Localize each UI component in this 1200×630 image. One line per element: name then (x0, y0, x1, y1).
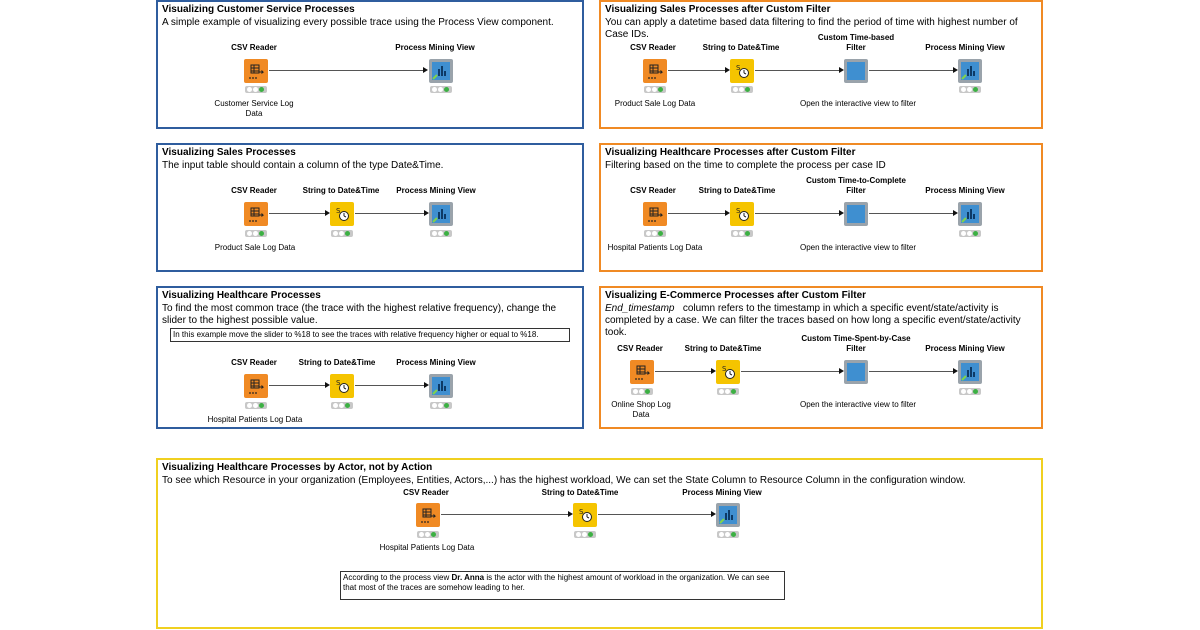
panel-title: Visualizing Healthcare Processes after Custom Filter (605, 147, 856, 158)
connection-arrow-icon (839, 67, 844, 73)
node-status-icon (430, 86, 452, 93)
process-mining-view-node-icon[interactable] (958, 360, 982, 384)
panel-description: To find the most common trace (the trace with the highest relative frequency), change the slider to the highest possible value. (162, 303, 557, 326)
node-label-process-mining-view: Process Mining View (396, 358, 476, 367)
node-label-string-to-datetime: String to Date&Time (698, 186, 776, 195)
node-label-process-mining-view: Process Mining View (396, 186, 476, 195)
connection-arrow-icon (711, 368, 716, 374)
panel-title: Visualizing Healthcare Processes (162, 290, 321, 301)
panel-note: In this example move the slider to %18 to see the traces with relative frequency higher or equal to %18. (170, 328, 570, 342)
process-mining-view-node-icon[interactable] (429, 202, 453, 226)
connection-line (269, 70, 423, 71)
node-caption: Hospital Patients Log Data (379, 543, 475, 552)
panel-title: Visualizing E-Commerce Processes after Custom Filter (605, 290, 867, 301)
node-status-icon (430, 230, 452, 237)
string-to-datetime-node-icon[interactable] (330, 202, 354, 226)
connection-arrow-icon (711, 511, 716, 517)
node-label-string-to-datetime: String to Date&Time (684, 344, 762, 353)
string-to-datetime-node-icon[interactable] (730, 59, 754, 83)
connection-arrow-icon (953, 210, 958, 216)
note-text: is the actor with the highest amount of workload in the organization. We can see that most of the traces are somehow leading to her. (343, 573, 772, 592)
connection-line (441, 514, 568, 515)
process-mining-view-node-icon[interactable] (958, 59, 982, 83)
node-status-icon (245, 230, 267, 237)
string-to-datetime-node-icon[interactable] (330, 374, 354, 398)
panel-description: Filtering based on the time to complete the process per case ID (605, 160, 886, 171)
node-status-icon (631, 388, 653, 395)
node-label-process-mining-view: Process Mining View (925, 344, 1005, 353)
connection-arrow-icon (325, 382, 330, 388)
node-label-csv-reader: CSV Reader (630, 43, 676, 52)
csv-reader-node-icon[interactable] (643, 202, 667, 226)
node-caption: Open the interactive view to filter (799, 400, 917, 409)
process-mining-view-node-icon[interactable] (429, 59, 453, 83)
panel-title: Visualizing Customer Service Processes (162, 4, 355, 15)
node-status-icon (331, 402, 353, 409)
node-label-string-to-datetime: String to Date&Time (302, 186, 380, 195)
panel-healthcare-by-actor (156, 458, 1043, 629)
node-label-process-mining-view: Process Mining View (395, 43, 475, 52)
node-caption: Customer Service Log Data (214, 99, 294, 118)
connection-line (355, 385, 424, 386)
custom-filter-node-icon[interactable] (844, 59, 868, 83)
csv-reader-node-icon[interactable] (244, 202, 268, 226)
connection-line (269, 213, 325, 214)
connection-arrow-icon (953, 368, 958, 374)
node-status-icon (717, 388, 739, 395)
custom-filter-node-icon[interactable] (844, 202, 868, 226)
actor-name: Dr. Anna (451, 573, 485, 582)
connection-line (741, 371, 839, 372)
node-caption: Product Sale Log Data (214, 243, 296, 252)
node-status-icon (245, 402, 267, 409)
node-status-icon (959, 230, 981, 237)
node-label-csv-reader: CSV Reader (403, 488, 449, 497)
connection-arrow-icon (424, 210, 429, 216)
node-label-csv-reader: CSV Reader (231, 43, 277, 52)
connection-arrow-icon (725, 210, 730, 216)
csv-reader-node-icon[interactable] (244, 374, 268, 398)
connection-arrow-icon (839, 368, 844, 374)
connection-arrow-icon (325, 210, 330, 216)
panel-title: Visualizing Sales Processes after Custom Filter (605, 4, 831, 15)
node-status-icon (245, 86, 267, 93)
connection-line (655, 371, 711, 372)
connection-arrow-icon (725, 67, 730, 73)
node-label-custom-filter: Custom Time-to-Complete Filter (806, 176, 906, 195)
connection-arrow-icon (953, 67, 958, 73)
connection-arrow-icon (568, 511, 573, 517)
node-label-csv-reader: CSV Reader (231, 358, 277, 367)
connection-line (869, 70, 953, 71)
node-status-icon (430, 402, 452, 409)
node-label-csv-reader: CSV Reader (630, 186, 676, 195)
node-status-icon (731, 86, 753, 93)
connection-line (668, 213, 725, 214)
node-label-string-to-datetime: String to Date&Time (702, 43, 780, 52)
node-label-custom-filter: Custom Time-Spent-by-Case Filter (801, 334, 911, 353)
node-label-process-mining-view: Process Mining View (925, 43, 1005, 52)
connection-arrow-icon (423, 67, 428, 73)
connection-line (869, 371, 953, 372)
panel-title: Visualizing Healthcare Processes by Actor, not by Action (162, 462, 433, 473)
node-caption: Product Sale Log Data (614, 99, 696, 108)
panel-description: The input table should contain a column of the type Date&Time. (162, 160, 444, 171)
node-label-string-to-datetime: String to Date&Time (298, 358, 376, 367)
node-status-icon (959, 388, 981, 395)
connection-line (668, 70, 725, 71)
node-status-icon (574, 531, 596, 538)
node-status-icon (644, 86, 666, 93)
node-status-icon (417, 531, 439, 538)
connection-line (355, 213, 424, 214)
connection-line (598, 514, 711, 515)
panel-title: Visualizing Sales Processes (162, 147, 296, 158)
csv-reader-node-icon[interactable] (244, 59, 268, 83)
connection-arrow-icon (839, 210, 844, 216)
note-text: According to the process view (343, 573, 452, 582)
panel-description: To see which Resource in your organization (Employees, Entities, Actors,...) has the highest workload, We can set the State Column to Resource Column in the configuration window. (162, 475, 966, 486)
panel-note (340, 571, 785, 600)
process-mining-view-node-icon[interactable] (716, 503, 740, 527)
node-caption: Open the interactive view to filter (799, 243, 917, 252)
node-status-icon (644, 230, 666, 237)
node-status-icon (959, 86, 981, 93)
connection-line (869, 213, 953, 214)
csv-reader-node-icon[interactable] (630, 360, 654, 384)
end-timestamp-term: End_timestamp (605, 303, 675, 314)
node-status-icon (331, 230, 353, 237)
node-status-icon (731, 230, 753, 237)
node-caption: Online Shop Log Data (611, 400, 671, 419)
node-status-icon (717, 531, 739, 538)
csv-reader-node-icon[interactable] (643, 59, 667, 83)
node-label-custom-filter: Custom Time-based Filter (817, 33, 895, 52)
node-label-string-to-datetime: String to Date&Time (541, 488, 619, 497)
string-to-datetime-node-icon[interactable] (716, 360, 740, 384)
panel-description: You can apply a datetime based data filtering to find the period of time with highest number of Case IDs. (605, 17, 1018, 40)
process-mining-view-node-icon[interactable] (429, 374, 453, 398)
connection-line (755, 70, 839, 71)
node-caption: Open the interactive view to filter (799, 99, 917, 108)
panel-description: A simple example of visualizing every possible trace using the Process View component. (162, 17, 554, 28)
connection-line (755, 213, 839, 214)
connection-line (269, 385, 325, 386)
string-to-datetime-node-icon[interactable] (730, 202, 754, 226)
connection-arrow-icon (424, 382, 429, 388)
string-to-datetime-node-icon[interactable] (573, 503, 597, 527)
node-label-process-mining-view: Process Mining View (682, 488, 762, 497)
node-caption: Hospital Patients Log Data (607, 243, 703, 252)
node-caption: Hospital Patients Log Data (207, 415, 303, 424)
node-label-csv-reader: CSV Reader (231, 186, 277, 195)
node-label-csv-reader: CSV Reader (617, 344, 663, 353)
custom-filter-node-icon[interactable] (844, 360, 868, 384)
process-mining-view-node-icon[interactable] (958, 202, 982, 226)
node-label-process-mining-view: Process Mining View (925, 186, 1005, 195)
csv-reader-node-icon[interactable] (416, 503, 440, 527)
description-text: column refers to the timestamp in which a specific event/state/activity is completed by a case. We can filter the traces based on how long a specific event/state/activity took. (605, 303, 1024, 338)
